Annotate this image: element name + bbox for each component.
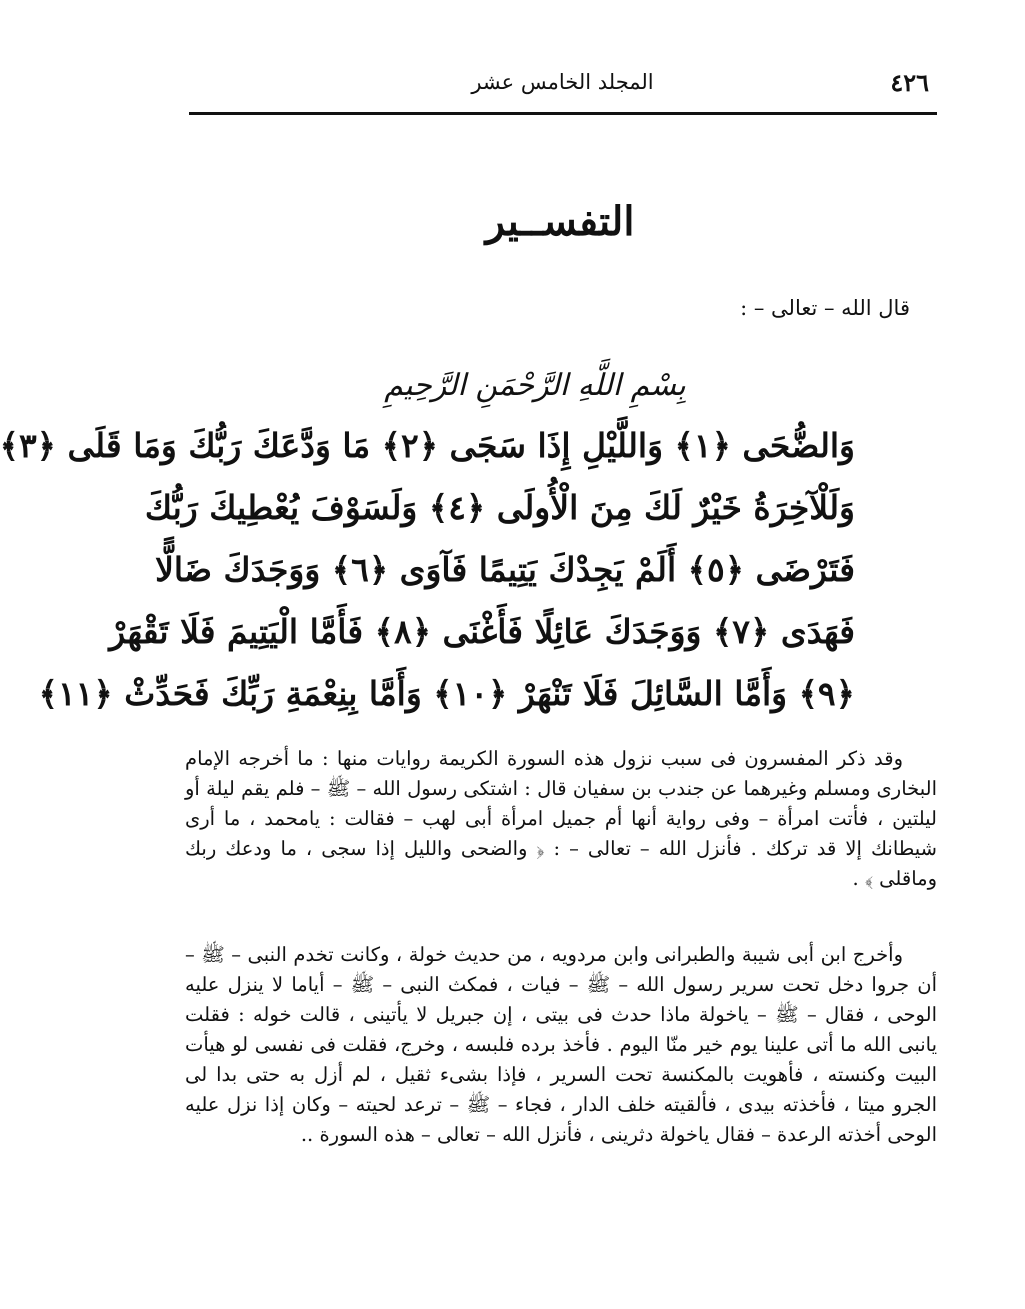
verse-line: وَلَلْآخِرَةُ خَيْرٌ لَكَ مِنَ الْأُولَى ﴿٤﴾ وَلَسَوْفَ يُعْطِيكَ رَبُّكَ: [144, 488, 855, 527]
commentary-paragraph-1: [185, 744, 937, 894]
verse-line: وَالضُّحَى ﴿١﴾ وَاللَّيْلِ إِذَا سَجَى ﴿٢﴾ مَا وَدَّعَكَ رَبُّكَ وَمَا قَلَى ﴿٣﴾: [0, 426, 855, 465]
verse-line: فَتَرْضَى ﴿٥﴾ أَلَمْ يَجِدْكَ يَتِيمًا فَآوَى ﴿٦﴾ وَوَجَدَكَ ضَالًّا: [155, 550, 855, 589]
page-header: [190, 68, 935, 104]
verse-line: ﴿٩﴾ وَأَمَّا السَّائِلَ فَلَا تَنْهَرْ ﴿١٠﴾ وَأَمَّا بِنِعْمَةِ رَبِّكَ فَحَدِّثْ ﴿١١﴾: [38, 674, 855, 713]
paragraph-text: وقد ذكر المفسرون فى سبب نزول هذه السورة الكريمة روايات منها : ما أخرجه الإمام البخارى ومسلم وغيرهما عن جندب بن سفيان قال : اشتكى رسول الله – ﷺ – فلم يقم ليلة أو ليلتين ، فأتت امرأة – وفى رواية أنها أم جميل امرأة أبى لهب – فقالت : يامحمد ، ما أرى شيطانك إلا قد تركك . فأنزل الله – تعالى – : ﴿ والضحى والليل إذا سجى ، ما ودعك ربك وماقلى ﴾ .: [185, 747, 937, 890]
header-divider: [189, 112, 937, 115]
quran-verses: [0, 415, 855, 725]
intro-line: قال الله – تعالى – :: [740, 296, 910, 320]
paragraph-text: وأخرج ابن أبى شيبة والطبرانى وابن مردويه ، من حديث خولة ، وكانت تخدم النبى – ﷺ – أن جروا دخل تحت سرير رسول الله – ﷺ – فيات ، فمكث النبى – ﷺ – أياما لا ينزل عليه الوحى ، فقال – ﷺ – ياخولة ماذا حدث فى بيتى ، إن جبريل لا يأتينى ، قالت خوله : فقلت يانبى الله ما أتى علينا يوم خير منّا اليوم . فأخذ برده فلبسه ، وخرج، فقلت فى نفسى لو هيأت البيت وكنسته ، فأهويت بالمكنسة تحت السرير ، فإذا بشىء ثقيل ، لم أزل به حتى بدا لى الجرو ميتا ، فأخذته بيدى ، فألقيته خلف الدار ، فجاء – ﷺ – ترعد لحيته – وكان إذا نزل عليه الوحى أخذته الرعدة – فقال ياخولة دثرينى ، فأنزل الله – تعالى – هذه السورة ..: [185, 943, 937, 1146]
commentary-paragraph-2: [185, 940, 937, 1150]
section-title: التفســير: [485, 198, 635, 245]
verse-line: فَهَدَى ﴿٧﴾ وَوَجَدَكَ عَائِلًا فَأَغْنَى ﴿٨﴾ فَأَمَّا الْيَتِيمَ فَلَا تَقْهَرْ: [109, 612, 855, 651]
page-number: ٤٢٦: [890, 68, 929, 97]
basmala: بِسْمِ اللَّهِ الرَّحْمَنِ الرَّحِيمِ: [384, 368, 686, 403]
running-title: المجلد الخامس عشر: [471, 70, 654, 94]
